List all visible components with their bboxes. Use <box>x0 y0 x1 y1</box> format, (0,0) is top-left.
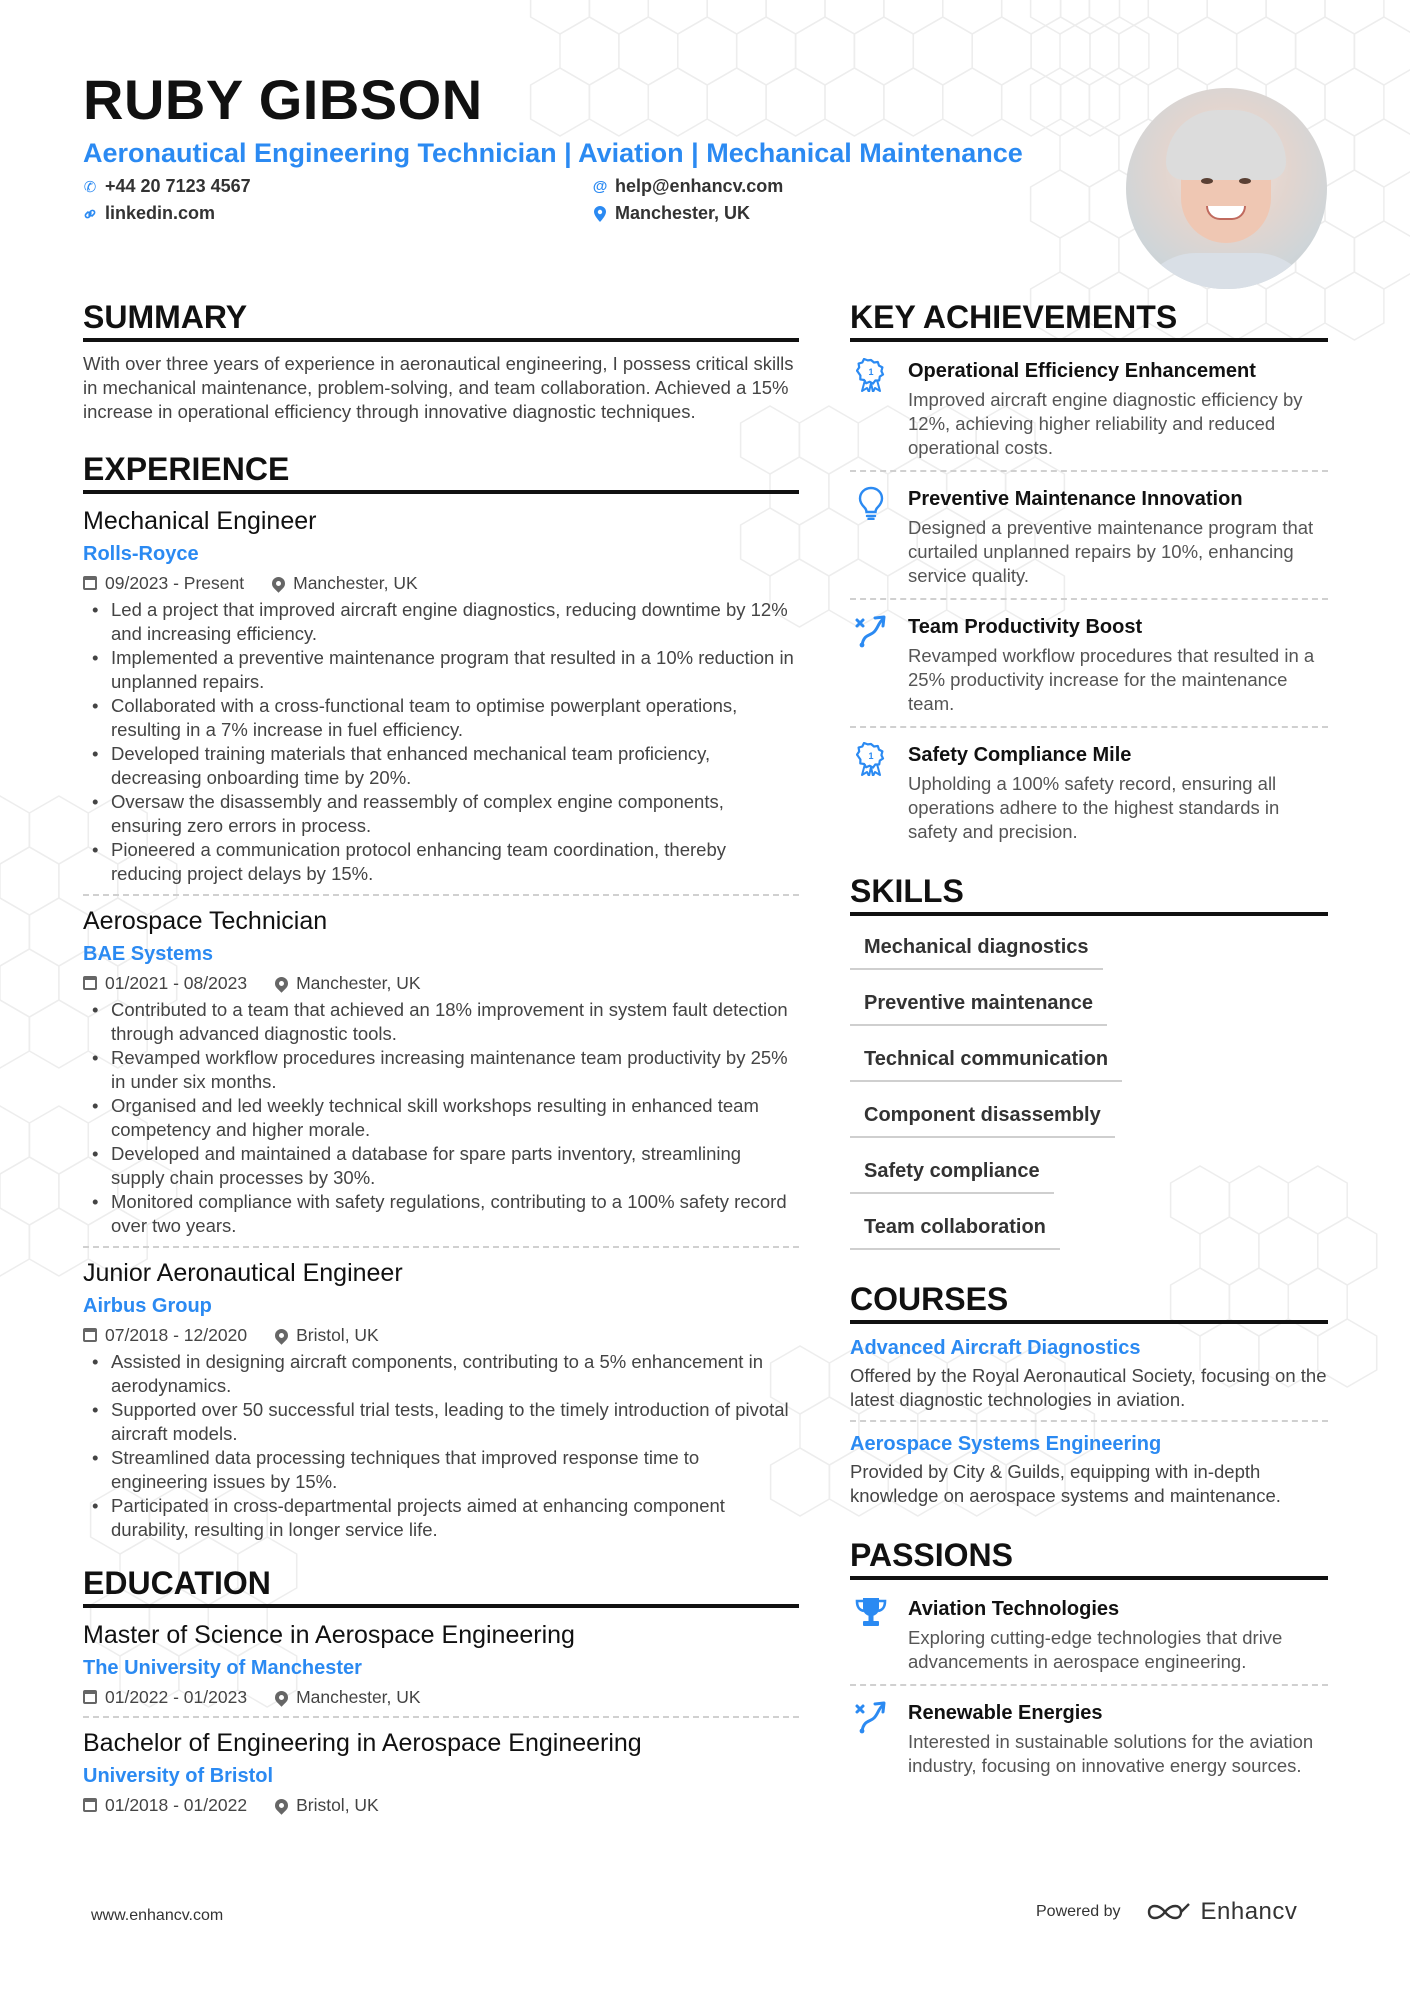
date-location-row <box>83 1792 799 1818</box>
date-text: 09/2023 - Present <box>105 573 245 593</box>
phone-icon: ✆ <box>83 178 97 196</box>
course-description: Provided by City & Guilds, equipping with in-depth knowledge on aerospace systems and maintenance. <box>850 1461 1281 1506</box>
skill-tag: Safety compliance <box>850 1150 1054 1194</box>
date-text: 01/2022 - 01/2023 <box>105 1687 248 1707</box>
location <box>272 570 418 596</box>
location <box>275 1684 421 1710</box>
company-name[interactable]: BAE Systems <box>83 943 214 965</box>
award-ribbon-icon <box>850 740 892 844</box>
location <box>275 1792 379 1818</box>
email-text: help@enhancv.com <box>615 176 784 196</box>
experience-item <box>83 1256 799 1550</box>
bullet-item: • Developed training materials that enhanced mechanical team proficiency, decreasing onboarding time by 20%. <box>83 742 799 790</box>
phone-text: +44 20 7123 4567 <box>105 176 251 196</box>
powered-by-text: Powered by <box>1036 1903 1121 1920</box>
achievement-bullets <box>83 1350 799 1542</box>
bullet-item: • Led a project that improved aircraft engine diagnostics, reducing downtime by 12% and increasing efficiency. <box>83 598 799 646</box>
achievement-item <box>850 480 1328 600</box>
date-location-row <box>83 1684 799 1710</box>
left-column <box>83 298 799 1832</box>
achievements-list <box>850 352 1328 854</box>
item-title: Aviation Technologies <box>908 1598 1120 1620</box>
bullet-item: • Implemented a preventive maintenance program that resulted in a 10% reduction in unplanned repairs. <box>83 646 799 694</box>
company-name[interactable]: Rolls-Royce <box>83 543 199 565</box>
passions-section <box>850 1536 1328 1788</box>
item-title: Renewable Energies <box>908 1702 1103 1724</box>
footer-branding <box>1036 1898 1297 1926</box>
bullet-item: • Participated in cross-departmental projects aimed at enhancing component durability, resulting in longer service life. <box>83 1494 799 1542</box>
date-location-row <box>83 970 799 996</box>
date-range <box>83 1684 247 1710</box>
job-title: Mechanical Engineer <box>83 507 317 535</box>
course-item <box>850 1430 1328 1516</box>
location-pin-icon <box>272 974 290 992</box>
education-item <box>83 1726 799 1824</box>
contact-email[interactable] <box>593 176 783 197</box>
experience-item <box>83 504 799 896</box>
linkedin-text: linkedin.com <box>105 203 216 223</box>
bullet-item: • Revamped workflow procedures increasing maintenance team productivity by 25% in under six months. <box>83 1046 799 1094</box>
location-pin-icon <box>272 1326 290 1344</box>
courses-section <box>850 1280 1328 1516</box>
education-item <box>83 1618 799 1718</box>
profile-photo <box>1126 88 1327 289</box>
contact-linkedin[interactable] <box>83 203 215 224</box>
education-list <box>83 1618 799 1824</box>
achievement-item <box>850 352 1328 472</box>
item-body <box>908 740 1328 844</box>
achievements-heading: KEY ACHIEVEMENTS <box>850 298 1328 342</box>
candidate-title: Aeronautical Engineering Technician | Aviation | Mechanical Maintenance <box>83 138 1023 168</box>
skills-section <box>850 872 1328 1250</box>
brand-name: Enhancv <box>1200 1898 1298 1925</box>
location-pin-icon <box>269 574 287 592</box>
item-title: Team Productivity Boost <box>908 616 1143 638</box>
achievements-section <box>850 298 1328 854</box>
skill-tag: Mechanical diagnostics <box>850 926 1103 970</box>
location-text: Manchester, UK <box>615 203 751 223</box>
passion-item <box>850 1590 1328 1686</box>
education-section <box>83 1564 799 1824</box>
path-arrow-icon <box>850 612 892 716</box>
at-icon: @ <box>592 178 608 195</box>
svg-text:1: 1 <box>868 751 874 761</box>
calendar-icon <box>83 1690 97 1704</box>
job-title: Junior Aeronautical Engineer <box>83 1259 403 1287</box>
bullet-item: • Collaborated with a cross-functional team to optimise powerplant operations, resulting in a 7% increase in fuel efficiency. <box>83 694 799 742</box>
item-description: Revamped workflow procedures that resulted in a 25% productivity increase for the maintenance team. <box>908 645 1315 714</box>
enhancv-logo[interactable] <box>1145 1898 1298 1926</box>
location-pin-icon <box>593 205 607 223</box>
skills-list <box>850 926 1290 1250</box>
skill-tag: Preventive maintenance <box>850 982 1107 1026</box>
lightbulb-icon <box>850 484 892 588</box>
skills-heading: SKILLS <box>850 872 1328 916</box>
date-text: 01/2018 - 01/2022 <box>105 1795 248 1815</box>
location-text: Bristol, UK <box>296 1325 379 1345</box>
contact-phone[interactable] <box>83 176 251 197</box>
bullet-item: • Monitored compliance with safety regulations, contributing to a 100% safety record over two years. <box>83 1190 799 1238</box>
candidate-name: RUBY GIBSON <box>83 68 483 131</box>
skill-tag: Technical communication <box>850 1038 1122 1082</box>
item-title: Preventive Maintenance Innovation <box>908 488 1243 510</box>
bullet-item: • Developed and maintained a database for spare parts inventory, streamlining supply chain processes by 30%. <box>83 1142 799 1190</box>
location-pin-icon <box>272 1796 290 1814</box>
date-location-row <box>83 1322 799 1348</box>
bullet-item: • Assisted in designing aircraft components, contributing to a 5% enhancement in aerodynamics. <box>83 1350 799 1398</box>
contact-location <box>593 203 750 224</box>
summary-text: With over three years of experience in aeronautical engineering, I possess critical skills in mechanical maintenance, problem-solving, and team collaboration. Achieved a 15% increase in operational efficiency through innovative diagnostic techniques. <box>83 353 794 422</box>
achievement-bullets <box>83 598 799 886</box>
item-body <box>908 356 1328 460</box>
award-ribbon-icon <box>850 356 892 460</box>
resume-header <box>83 68 1083 236</box>
item-description: Designed a preventive maintenance program that curtailed unplanned repairs by 10%, enhancing service quality. <box>908 517 1314 586</box>
experience-heading: EXPERIENCE <box>83 450 799 494</box>
footer-website[interactable]: www.enhancv.com <box>91 1907 224 1924</box>
item-body <box>908 612 1328 716</box>
location <box>275 1322 379 1348</box>
bullet-item: • Streamlined data processing techniques that improved response time to engineering issues by 15%. <box>83 1446 799 1494</box>
job-title: Aerospace Technician <box>83 907 328 935</box>
date-location-row <box>83 570 799 596</box>
course-title[interactable]: Advanced Aircraft Diagnostics <box>850 1337 1141 1359</box>
date-text: 07/2018 - 12/2020 <box>105 1325 248 1345</box>
date-range <box>83 1792 247 1818</box>
date-range <box>83 1322 247 1348</box>
date-text: 01/2021 - 08/2023 <box>105 973 248 993</box>
bullet-item: • Pioneered a communication protocol enhancing team coordination, thereby reducing project delays by 15%. <box>83 838 799 886</box>
passion-item <box>850 1694 1328 1788</box>
course-title[interactable]: Aerospace Systems Engineering <box>850 1433 1162 1455</box>
svg-text:1: 1 <box>868 367 874 377</box>
path-arrow-icon <box>850 1698 892 1778</box>
experience-item <box>83 904 799 1248</box>
location-text: Manchester, UK <box>293 573 418 593</box>
skill-tag: Component disassembly <box>850 1094 1115 1138</box>
school-name[interactable]: The University of Manchester <box>83 1657 362 1679</box>
right-column <box>850 298 1328 1796</box>
degree-title: Bachelor of Engineering in Aerospace Engineering <box>83 1729 642 1757</box>
summary-section <box>83 298 799 424</box>
company-name[interactable]: Airbus Group <box>83 1295 212 1317</box>
bullet-item: • Supported over 50 successful trial tests, leading to the timely introduction of pivotal aircraft models. <box>83 1398 799 1446</box>
location-text: Manchester, UK <box>296 973 421 993</box>
item-description: Exploring cutting-edge technologies that drive advancements in aerospace engineering. <box>908 1627 1283 1672</box>
courses-heading: COURSES <box>850 1280 1328 1324</box>
skill-tag: Team collaboration <box>850 1206 1060 1250</box>
item-title: Operational Efficiency Enhancement <box>908 360 1256 382</box>
item-description: Improved aircraft engine diagnostic efficiency by 12%, achieving higher reliability and reduced operational costs. <box>908 389 1303 458</box>
date-range <box>83 970 247 996</box>
achievement-item <box>850 736 1328 854</box>
item-description: Interested in sustainable solutions for the aviation industry, focusing on innovative energy sources. <box>908 1731 1314 1776</box>
enhancv-logo-icon <box>1145 1900 1191 1924</box>
item-title: Safety Compliance Mile <box>908 744 1132 766</box>
passions-heading: PASSIONS <box>850 1536 1328 1580</box>
bullet-item: • Contributed to a team that achieved an 18% improvement in system fault detection through advanced diagnostic tools. <box>83 998 799 1046</box>
courses-list <box>850 1334 1328 1516</box>
calendar-icon <box>83 1798 97 1812</box>
course-description: Offered by the Royal Aeronautical Society, focusing on the latest diagnostic technologies in aviation. <box>850 1365 1327 1410</box>
achievement-item <box>850 608 1328 728</box>
location-text: Bristol, UK <box>296 1795 379 1815</box>
bullet-item: • Organised and led weekly technical skill workshops resulting in enhanced team competency and higher morale. <box>83 1094 799 1142</box>
degree-title: Master of Science in Aerospace Engineering <box>83 1621 575 1649</box>
location-text: Manchester, UK <box>296 1687 421 1707</box>
item-description: Upholding a 100% safety record, ensuring all operations adhere to the highest standards in safety and precision. <box>908 773 1280 842</box>
calendar-icon <box>83 576 97 590</box>
achievement-bullets <box>83 998 799 1238</box>
passions-list <box>850 1590 1328 1788</box>
experience-section <box>83 450 799 1550</box>
item-body <box>908 484 1328 588</box>
item-body <box>908 1698 1328 1778</box>
calendar-icon <box>83 1328 97 1342</box>
calendar-icon <box>83 976 97 990</box>
education-heading: EDUCATION <box>83 1564 799 1608</box>
date-range <box>83 570 244 596</box>
location <box>275 970 421 996</box>
link-icon <box>83 205 97 223</box>
item-body <box>908 1594 1328 1674</box>
school-name[interactable]: University of Bristol <box>83 1765 274 1787</box>
experience-list <box>83 504 799 1550</box>
bullet-item: • Oversaw the disassembly and reassembly of complex engine components, ensuring zero errors in process. <box>83 790 799 838</box>
course-item <box>850 1334 1328 1422</box>
trophy-icon <box>850 1594 892 1674</box>
location-pin-icon <box>272 1688 290 1706</box>
contact-info <box>83 176 1083 236</box>
summary-heading: SUMMARY <box>83 298 799 342</box>
